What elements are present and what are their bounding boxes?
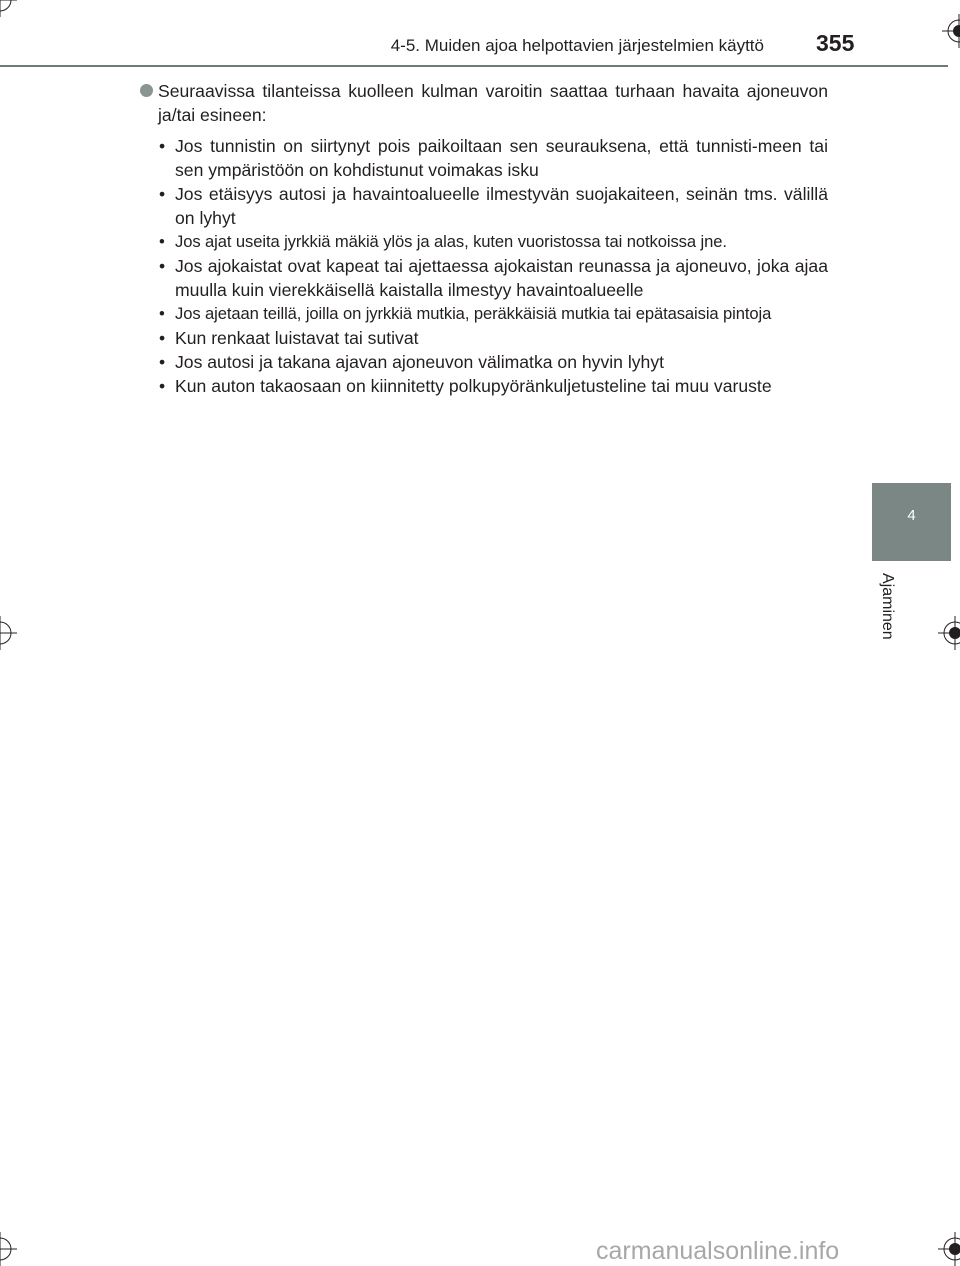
list-item-text: Kun auton takaosaan on kiinnitetty polkupyöränkuljetusteline tai muu varuste <box>175 376 772 396</box>
bullet-dot-icon: • <box>159 376 166 396</box>
registration-mark-top-left-icon <box>0 0 17 17</box>
chapter-label-text: Ajaminen <box>879 573 896 640</box>
list-item-text: Jos tunnistin on siirtynyt pois paikoiltaan sen seurauksena, että tunnisti-meen tai sen ympäristöön on kohdistunut voimakas isku <box>175 136 828 180</box>
chapter-tab[interactable] <box>872 483 951 561</box>
list-item <box>158 230 828 254</box>
chapter-label <box>878 573 898 653</box>
chapter-number: 4 <box>907 507 916 524</box>
bullet-dot-icon: • <box>159 136 166 156</box>
list-item-text: Jos ajetaan teillä, joilla on jyrkkiä mutkia, peräkkäisiä mutkia tai epätasaisia pintoja <box>175 304 772 323</box>
header-divider <box>0 65 948 67</box>
list-item <box>158 302 828 326</box>
list-item-text: Jos etäisyys autosi ja havaintoalueelle ilmestyvän suojakaiteen, seinän tms. välillä on lyhyt <box>175 184 828 228</box>
list-item <box>158 254 828 302</box>
bullet-dot-icon: • <box>159 184 166 204</box>
list-item <box>158 326 828 350</box>
bullet-dot-icon: • <box>159 352 166 372</box>
section-header-title: 4-5. Muiden ajoa helpottavien järjestelmien käyttö <box>390 36 764 55</box>
list-item <box>158 350 828 374</box>
list-item-text: Kun renkaat luistavat tai sutivat <box>175 328 419 348</box>
page-number: 355 <box>816 30 855 56</box>
list-item-text: Jos autosi ja takana ajavan ajoneuvon välimatka on hyvin lyhyt <box>175 352 665 372</box>
list-item-text: Jos ajat useita jyrkkiä mäkiä ylös ja alas, kuten vuoristossa tai notkoissa jne. <box>175 232 727 251</box>
registration-mark-mid-left-icon <box>0 616 17 650</box>
list-item-text: Jos ajokaistat ovat kapeat tai ajettaessa ajokaistan reunassa ja ajoneuvo, joka ajaa muulla kuin vierekkäisellä kaistalla ilmestyy havaintoalueelle <box>175 256 828 300</box>
registration-mark-bottom-right-icon <box>938 1232 960 1266</box>
bullet-dot-icon: • <box>159 256 166 276</box>
condition-list <box>140 134 828 398</box>
watermark: carmanualsonline.info <box>596 1237 840 1265</box>
bullet-dot-icon: • <box>159 328 166 348</box>
list-item <box>158 182 828 230</box>
main-content <box>140 79 828 398</box>
list-item <box>158 134 828 182</box>
bullet-dot-icon: • <box>159 304 165 323</box>
bullet-dot-icon: • <box>159 232 165 251</box>
lead-paragraph <box>140 79 828 127</box>
list-item <box>158 374 828 398</box>
lead-text: Seuraavissa tilanteissa kuolleen kulman varoitin saattaa turhaan havaita ajoneuvon ja/tai esineen: <box>158 81 828 125</box>
circle-bullet-icon <box>140 84 153 97</box>
registration-mark-bottom-left-icon <box>0 1232 17 1266</box>
registration-mark-top-right-icon <box>942 14 960 48</box>
registration-mark-mid-right-icon <box>938 616 960 650</box>
